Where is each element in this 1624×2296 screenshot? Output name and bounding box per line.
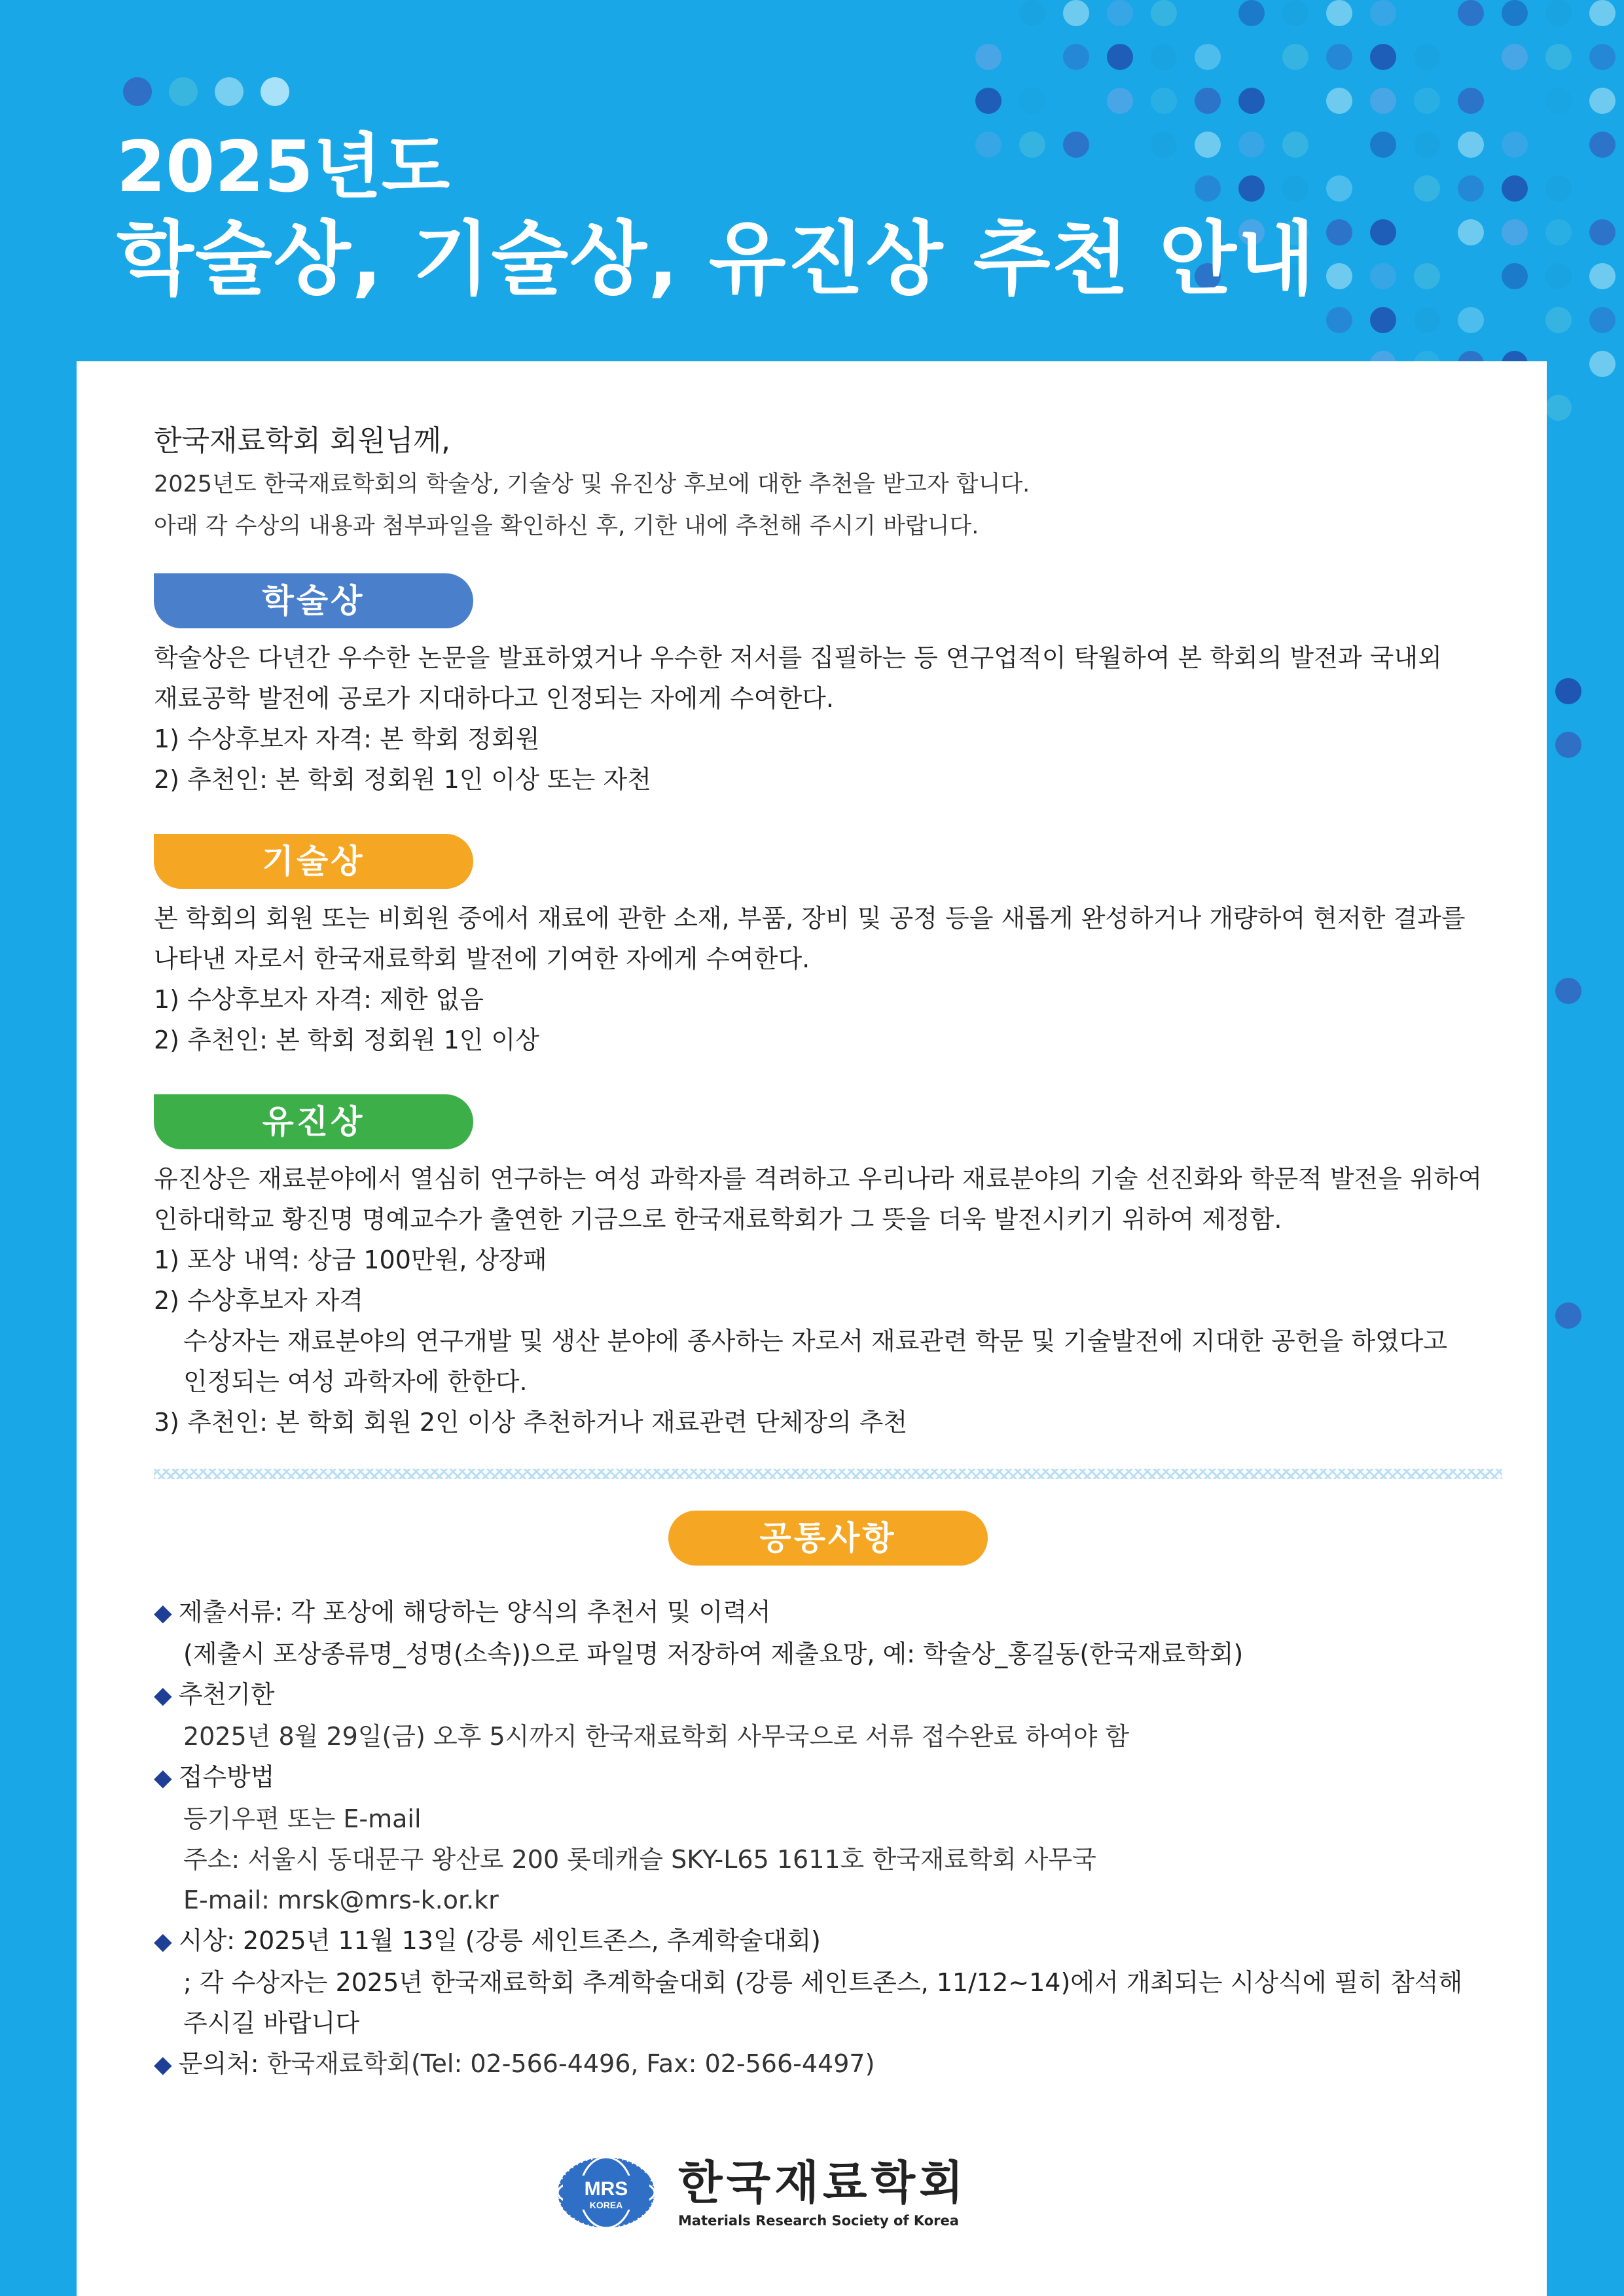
pattern-dot [1458, 88, 1484, 114]
small-dot-2 [169, 77, 198, 106]
pattern-dot [1195, 88, 1221, 114]
pattern-dot [1414, 307, 1440, 333]
diamond-bullet-icon: ◆ [154, 1600, 172, 1626]
pattern-dot [1589, 0, 1615, 26]
intro-line-1: 2025년도 한국재료학회의 학술상, 기술상 및 유진상 후보에 대한 추천을 받고자 합니다. [154, 471, 1030, 497]
pattern-dot [1019, 0, 1045, 26]
yujin-award-text [154, 1158, 1502, 1443]
small-dot-3 [215, 77, 244, 106]
academic-item-1: 1) 수상후보자 자격: 본 학회 정회원 [154, 725, 540, 753]
academic-desc-2: 재료공학 발전에 공로가 지대하다고 인정되는 자에게 수여한다. [154, 684, 834, 713]
academic-award-badge: 학술상 [154, 573, 473, 628]
pattern-dot [1545, 0, 1572, 26]
pattern-dot [1589, 263, 1615, 289]
logo-text-mrs: MRS [584, 2178, 628, 2200]
pattern-dot [1370, 307, 1396, 333]
pattern-dot [1326, 307, 1352, 333]
content-card [77, 361, 1547, 2296]
pattern-dot [1151, 44, 1177, 70]
pattern-dot [1107, 0, 1133, 26]
pattern-dot [1414, 88, 1440, 114]
pattern-dot [1195, 44, 1221, 70]
pattern-dot [1414, 175, 1440, 202]
common-section-header [154, 1511, 1502, 1566]
submit-docs-item: ◆ 제출서류: 각 포상에 해당하는 양식의 추천서 및 이력서 [154, 1598, 771, 1626]
pattern-dot [1545, 263, 1572, 289]
pattern-dot [1019, 88, 1045, 114]
deadline-item: ◆ 추천기한 [154, 1680, 275, 1709]
deadline-text: 2025년 8월 29일(금) 오후 5시까지 한국재료학회 사무국으로 서류 접수완료 하여야 함 [183, 1722, 1130, 1751]
contact-text: 한국재료학회(Tel: 02-566-4496, Fax: 02-566-4497) [266, 2049, 875, 2078]
greeting: 한국재료학회 회원님께, [154, 424, 451, 457]
logo-text-korea: KOREA [589, 2200, 623, 2210]
pattern-dot [1326, 0, 1352, 26]
pattern-dot [1151, 88, 1177, 114]
academic-item-2: 2) 추천인: 본 학회 정회원 1인 이상 또는 자천 [154, 765, 651, 794]
pattern-dot [1326, 88, 1352, 114]
pattern-dot [1458, 175, 1484, 202]
pattern-dot [1370, 0, 1396, 26]
pattern-dot [1502, 44, 1528, 70]
pattern-dot [1370, 263, 1396, 289]
technical-desc-1: 본 학회의 회원 또는 비회원 중에서 재료에 관한 소재, 부품, 장비 및 공정 등을 새롭게 완성하거나 개량하여 현저한 결과를 [154, 904, 1466, 933]
section-academic-award [154, 573, 1502, 800]
pattern-dot [1545, 44, 1572, 70]
mrs-korea-logo [554, 2153, 659, 2232]
title-main: 학술상, 기술상, 유진상 추천 안내 [117, 212, 1316, 306]
pattern-dot [1107, 44, 1133, 70]
method-line-1: 등기우편 또는 E-mail [183, 1804, 422, 1833]
pattern-dot [1458, 132, 1484, 158]
method-email: E-mail: mrsk@mrs-k.or.kr [183, 1886, 499, 1914]
pattern-dot [1502, 219, 1528, 245]
pattern-dot [1370, 44, 1396, 70]
pattern-dot [1151, 0, 1177, 26]
common-section [154, 1592, 1502, 2085]
pattern-dot [1545, 175, 1572, 202]
pattern-dot [1414, 132, 1440, 158]
technical-award-badge: 기술상 [154, 834, 473, 889]
yujin-desc-1: 유진상은 재료분야에서 열심히 연구하는 여성 과학자를 격려하고 우리나라 재료분야의 기술 선진화와 학문적 발전을 위하여 [154, 1164, 1483, 1193]
pattern-dot [1238, 0, 1265, 26]
small-dot-4 [261, 77, 289, 106]
method-address: 주소: 서울시 동대문구 왕산로 200 롯데캐슬 SKY-L65 1611호 한국재료학회 사무국 [183, 1845, 1096, 1874]
pattern-dot [1589, 132, 1615, 158]
pattern-dot [1414, 263, 1440, 289]
pattern-dot [1326, 44, 1352, 70]
yujin-item-2-sub-1: 수상자는 재료분야의 연구개발 및 생산 분야에 종사하는 자로서 재료관련 학문 및 기술발전에 지대한 공헌을 하였다고 [183, 1327, 1448, 1355]
diamond-bullet-icon: ◆ [154, 1682, 172, 1709]
pattern-dot [1414, 44, 1440, 70]
pattern-dot [1589, 219, 1615, 245]
pattern-dot [1545, 219, 1572, 245]
common-badge: 공통사항 [668, 1511, 988, 1566]
yujin-item-2-sub-2: 인정되는 여성 과학자에 한한다. [183, 1367, 528, 1396]
org-name-english: Materials Research Society of Korea [678, 2213, 959, 2229]
pattern-dot [1063, 44, 1089, 70]
section-yujin-award [154, 1094, 1502, 1443]
section-technical-award [154, 834, 1502, 1060]
right-edge-dots-decoration [1549, 655, 1588, 1374]
pattern-dot [1238, 88, 1265, 114]
footer-org [678, 2157, 967, 2229]
pattern-dot [1370, 132, 1396, 158]
pattern-dot [1282, 0, 1308, 26]
pattern-dot [975, 88, 1001, 114]
ceremony-note-2: 주시길 바랍니다 [183, 2009, 360, 2037]
yujin-item-2: 2) 수상후보자 자격 [154, 1286, 364, 1315]
yujin-desc-2: 인하대학교 황진명 명예교수가 출연한 기금으로 한국재료학회가 그 뜻을 더욱 발전시키기 위하여 제정함. [154, 1205, 1282, 1234]
pattern-dot [1589, 307, 1615, 333]
yujin-item-1: 1) 포상 내역: 상금 100만원, 상장패 [154, 1246, 547, 1274]
technical-award-text [154, 898, 1502, 1060]
yujin-award-badge: 유진상 [154, 1094, 473, 1149]
diamond-bullet-icon: ◆ [154, 1765, 172, 1791]
pattern-dot [1063, 0, 1089, 26]
ceremony-note-1: ; 각 수상자는 2025년 한국재료학회 추계학술대회 (강릉 세인트존스, 11/12~14)에서 개최되는 시상식에 필히 참석해 [183, 1968, 1463, 1997]
title-year: 2025년도 [117, 126, 450, 208]
pattern-dot [1370, 219, 1396, 245]
academic-award-text [154, 637, 1502, 800]
method-item: ◆ 접수방법 [154, 1763, 275, 1791]
submit-docs-note: (제출시 포상종류명_성명(소속))으로 파일명 저장하여 제출요망, 예: 학술상_홍길동(한국재료학회) [183, 1640, 1244, 1668]
pattern-dot [1502, 175, 1528, 202]
wavy-divider [154, 1469, 1502, 1479]
pattern-dot [1545, 88, 1572, 114]
pattern-dot [1326, 175, 1352, 202]
pattern-dot [1107, 88, 1133, 114]
ceremony-item: ◆ 시상: 2025년 11월 13일 (강릉 세인트존스, 추계학술대회) [154, 1926, 821, 1955]
diamond-bullet-icon: ◆ [154, 2051, 172, 2078]
technical-item-2: 2) 추천인: 본 학회 정회원 1인 이상 [154, 1026, 539, 1054]
academic-desc-1: 학술상은 다년간 우수한 논문을 발표하였거나 우수한 저서를 집필하는 등 연구업적이 탁월하여 본 학회의 발전과 국내외 [154, 643, 1442, 672]
pattern-dot [1589, 351, 1615, 377]
pattern-dot [1458, 0, 1484, 26]
header-small-dots [123, 77, 289, 106]
pattern-dot [1589, 44, 1615, 70]
content-body [154, 419, 1502, 2085]
technical-item-1: 1) 수상후보자 자격: 제한 없음 [154, 985, 484, 1014]
pattern-dot [1370, 88, 1396, 114]
contact-item: ◆ 문의처: 한국재료학회(Tel: 02-566-4496, Fax: 02-566-4497) [154, 2049, 875, 2078]
pattern-dot [1326, 263, 1352, 289]
diamond-bullet-icon: ◆ [154, 1928, 172, 1955]
pattern-dot [1589, 88, 1615, 114]
pattern-dot [1326, 219, 1352, 245]
technical-desc-2: 나타낸 자로서 한국재료학회 발전에 기여한 자에게 수여한다. [154, 944, 810, 973]
small-dot-1 [123, 77, 152, 106]
yujin-item-3: 3) 추천인: 본 학회 회원 2인 이상 추천하거나 재료관련 단체장의 추천 [154, 1408, 908, 1437]
pattern-dot [1545, 307, 1572, 333]
intro-line-2: 아래 각 수상의 내용과 첨부파일을 확인하신 후, 기한 내에 추천해 주시기 바랍니다. [154, 513, 979, 539]
page-title [117, 124, 1316, 308]
footer-logo [554, 2153, 967, 2232]
pattern-dot [1458, 307, 1484, 333]
pattern-dot [975, 44, 1001, 70]
pattern-dot [1545, 395, 1572, 421]
pattern-dot [1502, 0, 1528, 26]
pattern-dot [1502, 263, 1528, 289]
pattern-dot [1458, 219, 1484, 245]
pattern-dot [1282, 44, 1308, 70]
pattern-dot [1502, 132, 1528, 158]
org-name: 한국재료학회 [678, 2156, 967, 2210]
